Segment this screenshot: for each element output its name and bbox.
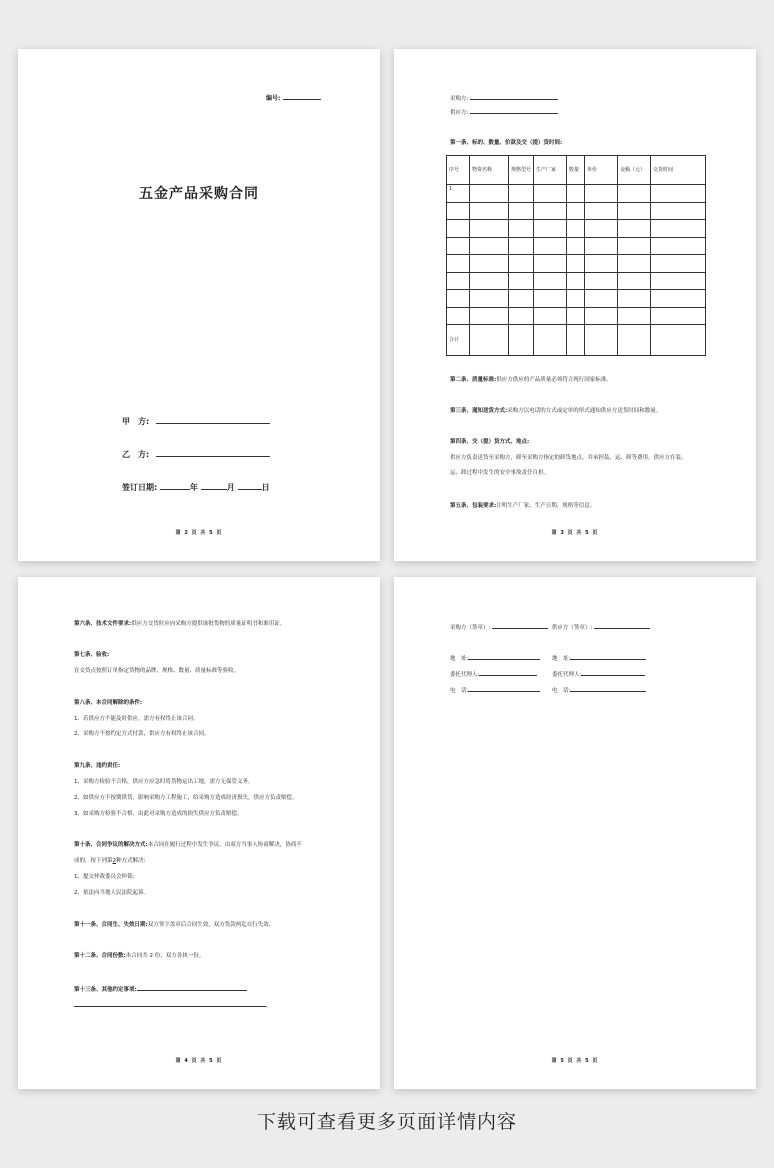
article-13-blank-2 — [74, 1000, 266, 1007]
day-label: 日 — [261, 483, 270, 492]
header-cell: 交货时间 — [651, 156, 706, 185]
table-row — [447, 202, 706, 220]
article-4-heading: 第四条、交（提）货方式、地点: — [450, 439, 530, 445]
seal-row — [450, 622, 650, 632]
buyer-phone-row: 电 话: — [450, 685, 540, 695]
article-9-item2: 2、如供应方不按期供货，影响采购方工程施工，给采购方造成经济损失，供应方负责赔偿。 — [74, 795, 298, 801]
table-row — [447, 255, 706, 273]
sign-date-row — [122, 481, 270, 494]
sign-date-label: 签订日期: — [122, 483, 158, 492]
year-blank — [160, 481, 190, 490]
day-blank — [238, 481, 262, 490]
table-row — [447, 220, 706, 238]
article-4-line2: 运、卸过程中发生的安全事故责任自担。 — [450, 470, 550, 476]
article-3: 第三条、通知送货方式:采购方以电话的方式或定单的形式通知供应方送货时间和数量。 — [450, 408, 662, 414]
contract-title: 五金产品采购合同 — [139, 186, 259, 202]
table-row — [447, 290, 706, 308]
article-10-option2: 2、依法向当地人民法院起诉。 — [74, 890, 150, 896]
contract-number-row — [266, 93, 321, 103]
year-label: 年 — [190, 483, 198, 492]
article-7-heading: 第七条、验收: — [74, 652, 110, 658]
table-total-row — [447, 325, 706, 356]
table-row — [447, 307, 706, 325]
party-b-blank — [156, 448, 270, 457]
article-2: 第二条、质量标准:供应方供应的产品质量必须符合现行国家标准。 — [450, 377, 612, 383]
article-12: 第十二条、合同份数:本合同共 2 份，双方各执一份。 — [74, 953, 205, 959]
party-a-blank — [156, 415, 270, 424]
table-row — [447, 272, 706, 290]
contract-page-terms — [18, 577, 380, 1089]
contract-page-signatures — [394, 577, 756, 1089]
article-10-line1: 第十条、合同争议的解决方式:本合同在履行过程中发生争议，由双方当事人协商解决，协商不 — [74, 842, 302, 848]
items-table — [446, 155, 706, 356]
table-row — [447, 237, 706, 255]
party-b-label: 乙 方: — [122, 450, 150, 459]
article-11: 第十一条、合同生、失效日期:双方签字盖章后合同生效，双方货款两迄自行失效。 — [74, 922, 275, 928]
supplier-address-row: 地 址: — [552, 653, 646, 663]
party-a-row — [122, 415, 270, 428]
header-cell: 生产厂家 — [534, 156, 567, 185]
page-footer: 第 3 页 共 5 页 — [551, 530, 599, 536]
contract-page-items — [394, 49, 756, 561]
contract-page-cover — [18, 49, 380, 561]
buyer-seal-blank — [492, 622, 548, 629]
total-label: 合计 — [447, 325, 470, 356]
article-9-item1: 1、采购方检验不合格，供应方应急时将货物运出工地，需方无保管义务。 — [74, 779, 254, 785]
article-13-blank — [137, 984, 247, 991]
article-8-item1: 1、若供应方不能及时供应，需方有权终止该合同。 — [74, 716, 199, 722]
contract-number-label: 编号: — [266, 95, 281, 102]
article-10-option1: 1、提交仲裁委员会仲裁; — [74, 874, 135, 880]
buyer-address-row: 地 址: — [450, 653, 540, 663]
contract-number-blank — [283, 93, 321, 100]
page-footer: 第 5 页 共 5 页 — [551, 1058, 599, 1064]
article-1-heading: 第一条、标的、数量、价款及交（提）货时间: — [450, 140, 563, 146]
party-a-label: 甲 方: — [122, 417, 150, 426]
article-9-item3: 3、如采购方检验不合格，由此对采购方造成的损失供应方负责赔偿。 — [74, 811, 243, 817]
header-cell: 序号 — [447, 156, 470, 185]
row-index: 1 — [447, 185, 470, 203]
table-header-row — [447, 156, 706, 185]
article-10-line2: 成的，按下列第2种方式解决: — [74, 858, 146, 864]
article-9-heading: 第九条、违约责任: — [74, 763, 121, 769]
supplier-label: 供应方: — [450, 110, 469, 116]
page-footer: 第 2 页 共 5 页 — [175, 530, 223, 536]
article-7-body: 在交货点按照订单指定货物的品牌、规格、数量、质量标准等验收。 — [74, 668, 240, 674]
month-blank — [201, 481, 227, 490]
header-cell: 规格型号 — [509, 156, 534, 185]
header-cell: 数量 — [567, 156, 585, 185]
supplier-seal-label: 供应方（签章）: — [551, 625, 593, 631]
month-label: 月 — [226, 483, 235, 492]
header-cell: 物资名称 — [470, 156, 509, 185]
supplier-row — [450, 107, 558, 117]
buyer-blank — [470, 93, 558, 100]
download-caption: 下载可查看更多页面详情内容 — [256, 1111, 517, 1133]
header-cell: 金额（元） — [618, 156, 651, 185]
header-cell: 单价 — [585, 156, 618, 185]
buyer-label: 采购方: — [450, 96, 469, 102]
supplier-blank — [470, 107, 558, 114]
article-6: 第六条、技术文件要求:供应方交货时应向采购方提供该批货物的质量证明书和准用证。 — [74, 621, 286, 627]
party-b-row — [122, 448, 270, 461]
article-5: 第五条、包装要求:注明生产厂家、生产日期、规格等信息。 — [450, 503, 596, 509]
article-8-item2: 2、采购方不按约定方式付款，供应方有权终止该合同。 — [74, 731, 210, 737]
supplier-seal-blank — [594, 622, 650, 629]
table-row — [447, 185, 706, 203]
article-4-line1: 供应方负责送货至采购方，卸至采购方指定的卸货地点，并承担装、运、卸等费用。供应方在装、 — [450, 455, 687, 461]
article-13: 第十三条、其他约定事项: — [74, 984, 247, 994]
resolution-choice: 2 — [112, 858, 117, 864]
article-8-heading: 第八条、本合同解除的条件: — [74, 700, 143, 706]
supplier-phone-row: 电 话: — [552, 685, 646, 695]
buyer-row — [450, 93, 558, 103]
buyer-agent-row: 委托代理人: — [450, 669, 537, 679]
page-footer: 第 4 页 共 5 页 — [175, 1058, 223, 1064]
article-13-line2: 。 — [74, 1000, 272, 1010]
supplier-agent-row: 委托代理人: — [552, 669, 645, 679]
buyer-seal-label: 采购方（签章）: — [450, 625, 491, 631]
